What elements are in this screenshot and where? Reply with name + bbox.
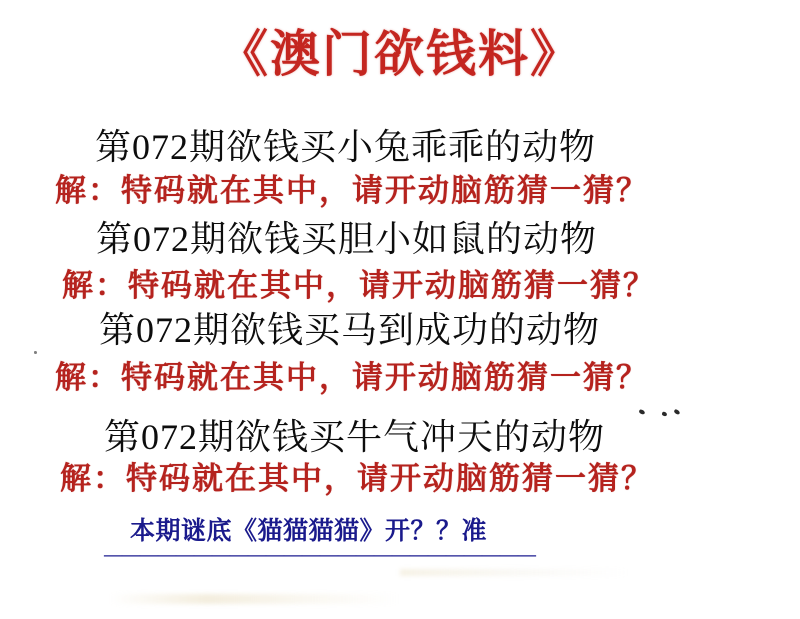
- riddle-question-3: 第072期欲钱买马到成功的动物: [99, 310, 601, 350]
- dashed-divider: ————————————————————————: [104, 544, 536, 564]
- riddle-hint-2: 解：特码就在其中，请开动脑筋猜一猜？: [62, 268, 656, 303]
- page-title: 《澳门欲钱料》: [218, 26, 582, 82]
- ink-speck: [673, 409, 680, 415]
- scan-smudge: [400, 569, 630, 576]
- riddle-hint-1: 解：特码就在其中，请开动脑筋猜一猜？: [55, 173, 649, 208]
- ink-speck: [662, 411, 668, 416]
- ink-speck: [638, 409, 645, 415]
- riddle-solution-line: 本期谜底《猫猫猫猫》开？？准: [130, 518, 488, 545]
- riddle-hint-3: 解：特码就在其中，请开动脑筋猜一猜？: [55, 360, 649, 395]
- riddle-question-4: 第072期欲钱买牛气冲天的动物: [104, 417, 606, 457]
- ink-speck: [34, 351, 37, 354]
- riddle-hint-4: 解：特码就在其中，请开动脑筋猜一猜？: [60, 461, 654, 496]
- riddle-question-1: 第072期欲钱买小兔乖乖的动物: [95, 127, 597, 167]
- riddle-question-2: 第072期欲钱买胆小如鼠的动物: [96, 219, 598, 259]
- scan-smudge: [110, 594, 400, 604]
